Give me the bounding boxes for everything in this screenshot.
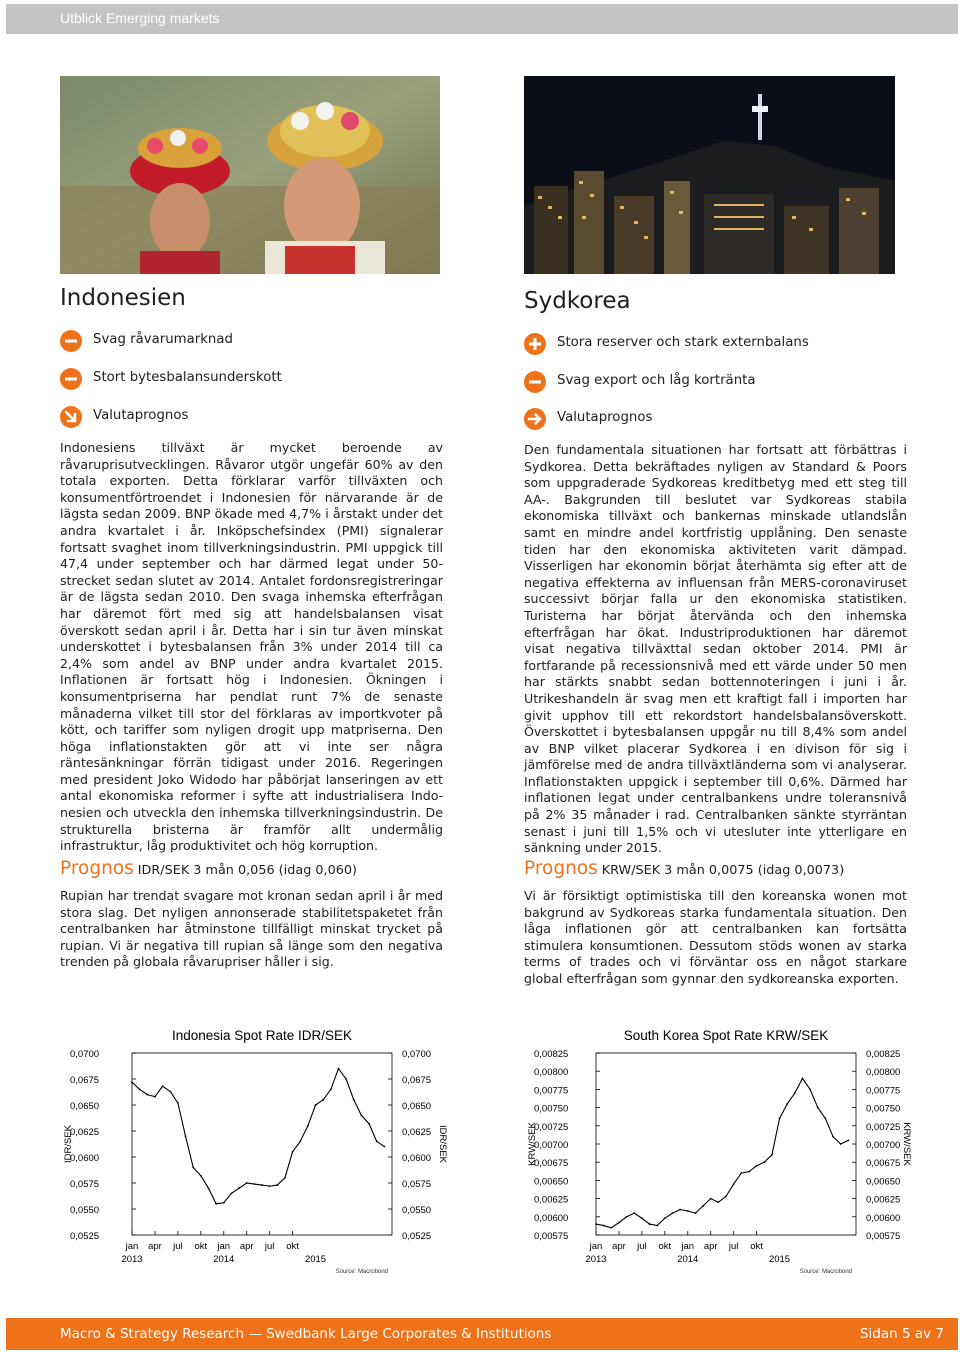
- bullet-label: Stort bytesbalansunderskott: [93, 370, 282, 385]
- y-tick-label-right: 0,00650: [866, 1176, 901, 1188]
- data-point: [169, 1091, 171, 1093]
- data-point: [717, 1201, 719, 1203]
- data-point: [376, 1141, 378, 1143]
- y-tick-label-left: 0,00775: [534, 1085, 569, 1097]
- x-year-label: 2013: [585, 1254, 607, 1265]
- y-tick-label-right: 0,00775: [866, 1085, 901, 1097]
- y-tick-label-right: 0,0675: [402, 1075, 432, 1086]
- data-point: [626, 1216, 628, 1218]
- data-point: [687, 1210, 689, 1212]
- data-point: [276, 1184, 278, 1186]
- x-tick-label: okt: [658, 1241, 672, 1252]
- data-point: [725, 1196, 727, 1198]
- y-tick-label-right: 0,00625: [866, 1194, 901, 1206]
- data-point: [748, 1171, 750, 1173]
- chart-title: South Korea Spot Rate KRW/SEK: [623, 1028, 829, 1043]
- data-point: [177, 1102, 179, 1104]
- x-year-label: 2014: [677, 1254, 699, 1265]
- x-year-label: 2015: [304, 1254, 327, 1265]
- data-point: [345, 1078, 347, 1080]
- series-line: [132, 1069, 384, 1204]
- y-tick-label-left: 0,0625: [70, 1127, 100, 1138]
- data-point: [215, 1203, 217, 1205]
- bullet-label: Svag export och låg kortränta: [557, 373, 756, 388]
- southkorea-spot-rate-chart: [524, 1020, 914, 1282]
- data-point: [786, 1103, 788, 1105]
- minus-icon: [60, 368, 82, 390]
- data-point: [154, 1096, 156, 1098]
- indonesia-body-text: Indonesiens tillväxt är mycket beroende av råvaruprisutvecklingen. Råvaror utgör ungefär 60% av den totala exporten. Detta förklarar varför tillväxten och konsumentförtroendet i Indonesien för närvarande är de lägsta sedan 2009. BNP ökade med 4,7% i årstakt under det andra kvartalet i år. Inköpschefsindex (PMI) signalerar fortsatt svaghet inom tillverkningsindustrin. PMI uppgick till 47,4 under september och har därmed legat under 50-strecket sedan slutet av 2014. Antalet fordonsregistreringar är de lägsta sedan 2010. Den svaga inhemska efterfrågan har däremot fört med sig att handelsbalansen visat överskott sedan april i år. Detta har i sin tur även minskat underskottet i bytesbalansen från 3% under 2014 till ca 2,4% som andel av BNP under andra kvartalet 2015. Inflationen är fortsatt hög i Indonesien. Ökningen i konsumentpriserna har pendlat runt 7% de senaste månaderna vilket till stor del förklaras av importkvoter på kött, och tariffer som nyligen drogit upp matpriserna. Den höga inflationstakten gör att vi inte ser några räntesänkningar förrän tidigast under 2016. Regeringen med president Joko Widodo har påbörjat lanseringen av ett antal ekonomiska reformer i syfte att industrialisera Indonesien och utveckla den inhemska tillverkningsindustrin. De strukturella bristerna är framför allt undermålig infrastruktur, låg produktivitet och hög korruption.: [60, 440, 443, 854]
- data-point: [299, 1141, 301, 1143]
- data-point: [338, 1068, 340, 1070]
- y-tick-label-left: 0,00825: [534, 1049, 569, 1060]
- y-tick-label-left: 0,00650: [534, 1176, 569, 1188]
- data-point: [246, 1182, 248, 1184]
- data-point: [763, 1161, 765, 1163]
- y-tick-label-right: 0,00825: [866, 1049, 901, 1060]
- y-tick-label-left: 0,00675: [534, 1158, 569, 1170]
- data-point: [610, 1227, 612, 1229]
- data-point: [664, 1217, 666, 1219]
- bullet-label: Svag råvarumarknad: [93, 332, 233, 347]
- y-tick-label-left: 0,00750: [534, 1103, 569, 1115]
- chart-svg: [60, 1020, 450, 1282]
- y-tick-label-right: 0,00750: [866, 1103, 901, 1115]
- data-point: [840, 1143, 842, 1145]
- data-point: [817, 1107, 819, 1109]
- prognos-value: KRW/SEK 3 mån 0,0075 (idag 0,0073): [601, 863, 845, 878]
- x-tick-label: okt: [286, 1241, 299, 1252]
- y-tick-label-right: 0,00725: [866, 1121, 901, 1133]
- y-tick-label-right: 0,0525: [402, 1231, 432, 1242]
- x-tick-label: apr: [148, 1241, 162, 1252]
- data-point: [756, 1165, 758, 1167]
- y-tick-label-right: 0,0550: [402, 1205, 432, 1216]
- minus-icon: [524, 371, 546, 393]
- y-tick-label-left: 0,00575: [534, 1231, 569, 1242]
- y-tick-label-right: 0,00700: [866, 1140, 901, 1151]
- y-axis-label-left: IDR/SEK: [63, 1124, 74, 1164]
- x-tick-label: apr: [703, 1241, 718, 1252]
- data-point: [832, 1136, 834, 1138]
- data-point: [656, 1225, 658, 1227]
- data-point: [809, 1089, 811, 1091]
- x-tick-label: jan: [589, 1241, 603, 1252]
- series-line: [596, 1078, 848, 1227]
- y-tick-label-right: 0,00575: [866, 1231, 901, 1242]
- plus-icon: [524, 333, 546, 355]
- data-point: [146, 1094, 148, 1096]
- indonesia-spot-rate-chart: [60, 1020, 450, 1282]
- x-tick-label: jan: [681, 1241, 695, 1252]
- x-tick-label: okt: [194, 1241, 208, 1252]
- data-point: [162, 1085, 164, 1087]
- chart-svg: [524, 1020, 914, 1282]
- plot-frame: [132, 1053, 392, 1235]
- data-point: [269, 1185, 271, 1187]
- header-title: Utblick Emerging markets: [60, 10, 220, 26]
- y-tick-label-left: 0,0650: [70, 1101, 100, 1112]
- y-tick-label-right: 0,00675: [866, 1158, 901, 1170]
- arrow-right-icon: [524, 408, 546, 430]
- data-point: [353, 1099, 355, 1101]
- indonesia-heading: Indonesien: [60, 285, 186, 311]
- page-number: Sidan 5 av 7: [859, 1326, 944, 1342]
- arrow-down-right-icon: [60, 406, 82, 428]
- sydkorea-prognos-text: Vi är försiktigt optimistiska till den koreanska wonen mot bakgrund av Sydkoreas starka fundamentala situation. Den låga inflationen gör att centralbanken kan fortsätta stimulera konsumtionen. Dessutom stöds wonen av starka terms of trades och vi förväntar oss en något starkare global efterfrågan som gynnar den sydkoreanska exporten.: [524, 888, 907, 986]
- indonesia-prognos-text: Rupian har trendat svagare mot kronan sedan april i år med stora slag. Det nyligen annonserade stabilitetspaketet från centralbanken har åtminstone tillfälligt minskat trycket på rupian. Vi är negativa till rupian så länge som den negativa trenden på globala råvarupriser håller i sig.: [60, 888, 443, 970]
- data-point: [825, 1118, 827, 1120]
- seoul-night-photo: [524, 76, 895, 274]
- y-tick-label-right: 0,0600: [402, 1153, 432, 1164]
- data-point: [368, 1123, 370, 1125]
- y-tick-label-left: 0,0550: [70, 1205, 100, 1216]
- bullet-label: Valutaprognos: [93, 408, 189, 423]
- y-axis-label-right: IDR/SEK: [437, 1124, 448, 1164]
- prognos-label: Prognos: [60, 858, 134, 879]
- data-point: [794, 1092, 796, 1094]
- x-tick-label: jul: [637, 1241, 647, 1252]
- data-point: [261, 1184, 263, 1186]
- bullet-label: Stora reserver och stark externbalans: [557, 335, 809, 350]
- data-point: [231, 1193, 233, 1195]
- data-point: [779, 1118, 781, 1120]
- data-point: [695, 1212, 697, 1214]
- data-point: [740, 1172, 742, 1174]
- data-point: [223, 1202, 225, 1204]
- y-tick-label-right: 0,00800: [866, 1067, 901, 1079]
- y-tick-label-left: 0,00600: [534, 1212, 569, 1224]
- y-tick-label-left: 0,0700: [70, 1049, 100, 1060]
- data-point: [618, 1222, 620, 1224]
- y-tick-label-right: 0,0575: [402, 1179, 432, 1190]
- data-point: [771, 1154, 773, 1156]
- data-point: [185, 1135, 187, 1137]
- data-point: [702, 1205, 704, 1207]
- indonesia-dancers-photo: [60, 76, 440, 274]
- y-tick-label-left: 0,0575: [70, 1179, 100, 1190]
- data-point: [307, 1125, 309, 1127]
- data-point: [679, 1209, 681, 1211]
- data-point: [649, 1223, 651, 1225]
- footer-bar: [6, 1318, 958, 1350]
- data-point: [595, 1223, 597, 1225]
- y-axis-label-left: KRW/SEK: [527, 1122, 538, 1166]
- x-tick-label: jul: [173, 1241, 183, 1252]
- data-point: [253, 1183, 255, 1185]
- data-point: [238, 1187, 240, 1189]
- data-point: [139, 1089, 141, 1091]
- data-point: [633, 1212, 635, 1214]
- data-point: [330, 1089, 332, 1091]
- y-tick-label-right: 0,0650: [402, 1101, 432, 1112]
- prognos-value: IDR/SEK 3 mån 0,056 (idag 0,060): [137, 863, 358, 878]
- data-point: [672, 1212, 674, 1214]
- x-tick-label: jan: [125, 1241, 139, 1252]
- data-point: [315, 1104, 317, 1106]
- x-tick-label: apr: [239, 1241, 254, 1252]
- y-tick-label-right: 0,0700: [402, 1049, 432, 1060]
- y-tick-label-right: 0,00600: [866, 1212, 901, 1224]
- data-point: [733, 1183, 735, 1185]
- x-year-label: 2015: [768, 1254, 791, 1265]
- data-point: [292, 1151, 294, 1153]
- x-year-label: 2014: [213, 1254, 235, 1265]
- chart-title: Indonesia Spot Rate IDR/SEK: [171, 1028, 353, 1043]
- y-tick-label-left: 0,00625: [534, 1194, 569, 1206]
- sydkorea-body-text: Den fundamentala situationen har fortsatt att förbättras i Sydkorea. Detta bekräftades nyligen av Standard & Poors som uppgraderade Sydkoreas kreditbetyg med ett steg till AA-. Bakgrunden till beslutet var Sydkoreas stabila ekonomiska tillväxt och bankernas minskade utlandslån samt en mindre andel kortfristig upplåning. Den senaste tiden har den ekonomiska aktiviteten varit dämpad. Visserligen har ekonomin börjat återhämta sig efter att de negativa effekterna av influensan från MERS-coronaviruset successivt börjar falla ur den ekonomiska statistiken. Turisterna har börjat återvända och den inhemska efterfrågan har ökat. Industriproduktionen har däremot visat negativa tillväxttal sedan oktober 2014. PMI är fortfarande på recessionsnivå med ett värde under 50 men har stärkts snabbt sedan bottennoteringen i juni i år. Utrikeshandeln är svag men ett kraftigt fall i importen har givit upphov till ett rekordstort handelsbalansöverskott. Överskottet i bytesbalansen uppgår nu till 8,4% som andel av BNP vilket placerar Sydkorea i en divison för sig i jämförelse med de andra tillväxtländerna som vi analyserar. Inflationstakten uppgick i september till 0,6%. Därmed har inflationen legat under centralbankens undre toleransnivå på 2% 35 månader i rad. Centralbanken sänkte styrräntan senast i juni till 1,5% och vi utesluter inte ytterligare en sänkning under 2015.: [524, 442, 907, 856]
- y-tick-label-left: 0,0525: [70, 1231, 100, 1242]
- data-point: [847, 1139, 849, 1141]
- y-tick-label-left: 0,00800: [534, 1067, 569, 1079]
- data-point: [603, 1225, 605, 1227]
- data-point: [322, 1099, 324, 1101]
- x-tick-label: jul: [728, 1241, 739, 1252]
- data-point: [192, 1167, 194, 1169]
- x-tick-label: okt: [750, 1241, 763, 1252]
- data-point: [284, 1177, 286, 1179]
- x-tick-label: jul: [264, 1241, 275, 1252]
- data-point: [208, 1187, 210, 1189]
- minus-icon: [60, 330, 82, 352]
- header-bar: [6, 4, 958, 34]
- indonesia-prognos-heading: [60, 858, 357, 879]
- data-point: [802, 1078, 804, 1080]
- y-axis-label-right: KRW/SEK: [901, 1122, 912, 1166]
- y-tick-label-right: 0,0625: [402, 1127, 432, 1138]
- x-tick-label: jan: [217, 1241, 231, 1252]
- chart-source: Source: Macrobond: [335, 1269, 388, 1275]
- y-tick-label-left: 0,0675: [70, 1075, 100, 1086]
- data-point: [361, 1115, 363, 1117]
- data-point: [131, 1081, 133, 1083]
- prognos-label: Prognos: [524, 858, 598, 879]
- x-tick-label: apr: [612, 1241, 626, 1252]
- y-tick-label-left: 0,00725: [534, 1121, 569, 1133]
- bullet-label: Valutaprognos: [557, 410, 653, 425]
- y-tick-label-left: 0,0600: [70, 1153, 100, 1164]
- data-point: [383, 1146, 385, 1148]
- x-year-label: 2013: [121, 1254, 143, 1265]
- sydkorea-heading: Sydkorea: [524, 288, 631, 314]
- data-point: [641, 1217, 643, 1219]
- data-point: [200, 1175, 202, 1177]
- data-point: [710, 1198, 712, 1200]
- plot-frame: [596, 1053, 856, 1235]
- sydkorea-prognos-heading: [524, 858, 844, 879]
- footer-left-text: Macro & Strategy Research — Swedbank Large Corporates & Institutions: [60, 1326, 552, 1342]
- chart-source: Source: Macrobond: [799, 1269, 852, 1275]
- y-tick-label-left: 0,00700: [534, 1140, 569, 1151]
